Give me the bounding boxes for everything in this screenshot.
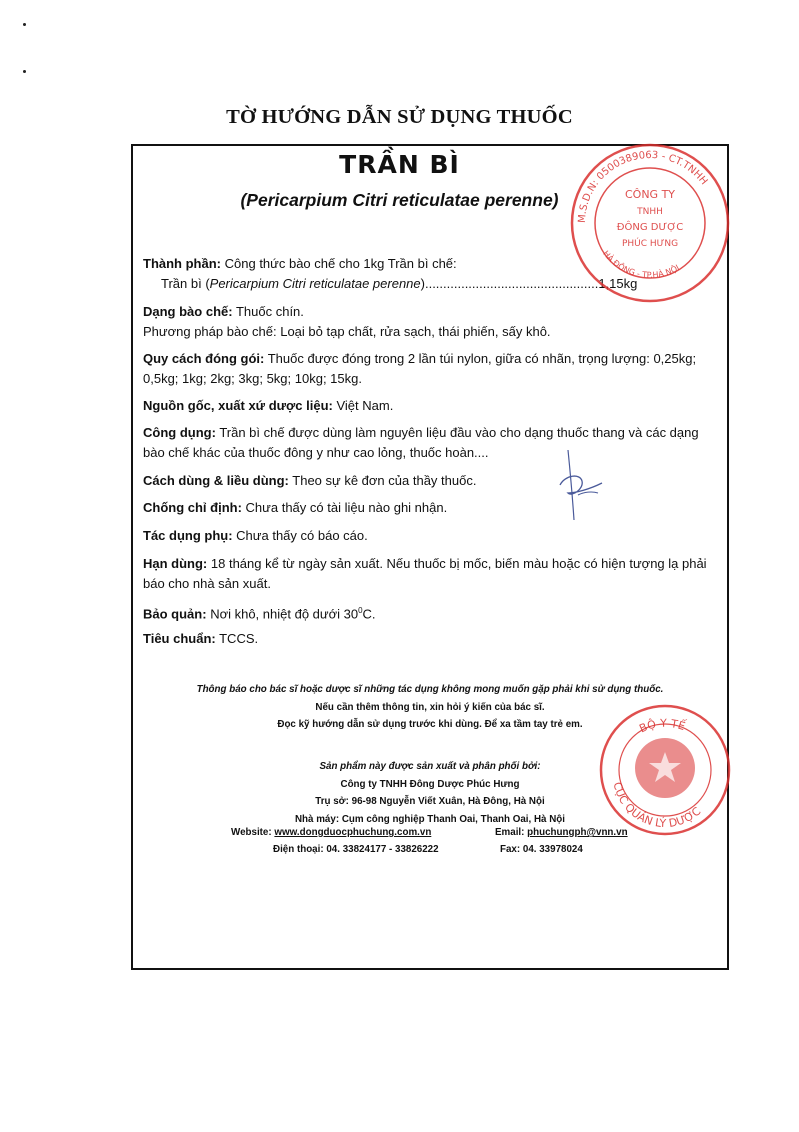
phone-line: [273, 841, 439, 859]
company-seal-line-4: PHÚC HƯNG: [621, 239, 679, 249]
factory-label: Nhà máy:: [294, 813, 340, 825]
fax-label: Fax:: [500, 844, 521, 855]
side-effects-text: Chưa thấy có báo cáo.: [236, 528, 368, 543]
composition-label: Thành phần:: [143, 256, 221, 271]
contraindications-section: [143, 498, 723, 518]
ministry-seal-icon: [595, 700, 735, 840]
composition-text: Công thức bào chế cho 1kg Trần bì chế:: [224, 256, 457, 271]
page-title: TỜ HƯỚNG DẪN SỬ DỤNG THUỐC: [226, 106, 573, 128]
notice-line-1: Thông báo cho bác sĩ hoặc dược sĩ những tác dụng không mong muốn gặp phải khi sử dụng thuốc.: [196, 684, 664, 695]
uses-text: Trần bì chế được dùng làm nguyên liệu đầu vào cho dạng thuốc thang và các dạng bào chế khác của thuốc đông y như cao lỏng, thuốc hoàn....: [143, 425, 699, 460]
company-seal-line-1: CÔNG TY: [624, 188, 676, 201]
standard-text: TCCS.: [219, 631, 259, 646]
email-link[interactable]: phuchungph@vnn.vn: [527, 827, 628, 838]
storage-degree: 0: [358, 606, 363, 615]
storage-unit: C.: [362, 606, 376, 622]
origin-text: Việt Nam.: [336, 398, 394, 413]
phone-number: 04. 33824177 - 33826222: [326, 844, 439, 855]
packaging-text: Thuốc được đóng trong 2 lần túi nylon, giữa có nhãn, trọng lượng: 0,25kg; 0,5kg; 1kg; 2kg; 3kg; 5kg; 10kg; 15kg.: [143, 351, 697, 386]
contraindications-text: Chưa thấy có tài liệu nào ghi nhận.: [245, 500, 448, 515]
ministry-seal-top: BỘ Y TẾ: [637, 716, 687, 736]
packaging-label: Quy cách đóng gói:: [143, 351, 265, 366]
storage-section: [143, 601, 723, 624]
website-link[interactable]: www.dongduocphuchung.com.vn: [274, 827, 432, 838]
standard-section: [143, 629, 723, 649]
dosage-form-text: Thuốc chín.: [235, 304, 304, 319]
expiry-section: [143, 554, 723, 593]
company-seal-ring-bottom: HÀ ĐÔNG - TP.HÀ NỘI: [601, 249, 681, 280]
storage-text: Nơi khô, nhiệt độ dưới 30: [210, 606, 359, 622]
usage-label: Cách dùng & liều dùng:: [143, 473, 289, 488]
notice-line-2: Nếu cần thêm thông tin, xin hỏi ý kiến của bác sĩ.: [315, 701, 545, 713]
composition-item-latin: Pericarpium Citri reticulatae perenne: [209, 275, 421, 291]
dosage-form-label: Dạng bào chế:: [143, 304, 233, 319]
manufacturer-company: Công ty TNHH Đông Dược Phúc Hưng: [340, 778, 520, 790]
side-effects-label: Tác dụng phụ:: [143, 528, 233, 543]
ministry-seal-ring: CỤC QUẢN LÝ DƯỢC: [610, 780, 704, 831]
uses-label: Công dụng:: [143, 425, 216, 440]
usage-section: [143, 471, 723, 491]
website-label: Website:: [231, 827, 272, 838]
side-effects-section: [143, 526, 723, 546]
packaging-section: [143, 349, 723, 388]
expiry-text: 18 tháng kể từ ngày sản xuất. Nếu thuốc bị mốc, biến màu hoặc có hiện tượng lạ phải báo cho nhà sản xuất.: [143, 556, 707, 591]
hq-address: 96-98 Nguyễn Viết Xuân, Hà Đông, Hà Nội: [351, 796, 545, 807]
svg-text:HÀ ĐÔNG - TP.HÀ NỘI: [601, 249, 681, 280]
phone-label: Điện thoại:: [273, 844, 324, 855]
company-seal-line-3: ĐÔNG DƯỢC: [616, 222, 684, 233]
expiry-label: Hạn dùng:: [143, 556, 208, 571]
composition-item-prefix: Trần bì (: [161, 275, 210, 291]
company-seal-ring-text: M.S.D.N: 0500389063 - CT.TNHH: [576, 149, 710, 224]
website-line: [231, 824, 431, 842]
signature-mark: [550, 445, 620, 525]
company-seal-line-2: TNHH: [637, 207, 663, 217]
usage-text: Theo sự kê đơn của thầy thuốc.: [292, 473, 477, 488]
scan-speck: [23, 70, 26, 73]
notice-line-3: Đọc kỹ hướng dẫn sử dụng trước khi dùng. Để xa tầm tay trẻ em.: [277, 719, 583, 730]
factory-address: Cụm công nghiệp Thanh Oai, Thanh Oai, Hà Nội: [341, 813, 565, 825]
standard-label: Tiêu chuẩn:: [143, 631, 216, 646]
email-label: Email:: [495, 827, 525, 838]
company-seal-icon: [565, 138, 735, 308]
svg-text:BỘ Y TẾ: [637, 717, 687, 736]
storage-label: Bảo quản:: [143, 606, 207, 622]
drug-name: TRẦN BÌ: [339, 150, 460, 179]
fax-line: [500, 841, 583, 859]
origin-label: Nguồn gốc, xuất xứ dược liệu:: [143, 398, 333, 413]
drug-latin-name: (Pericarpium Citri reticulatae perenne): [240, 190, 559, 210]
origin-section: [143, 396, 723, 416]
hq-label: Trụ sở:: [315, 796, 349, 807]
dosage-method: Phương pháp bào chế: Loại bỏ tạp chất, rửa sạch, thái phiến, sấy khô.: [143, 323, 551, 339]
composition-item-amount: )................................................1,15kg: [420, 275, 638, 291]
scan-speck: [23, 23, 26, 26]
uses-section: [143, 423, 723, 462]
fax-number: 04. 33978024: [522, 844, 583, 855]
contraindications-label: Chống chỉ định:: [143, 500, 242, 515]
manufacturer-intro: Sản phẩm này được sản xuất và phân phối bởi:: [319, 761, 541, 772]
